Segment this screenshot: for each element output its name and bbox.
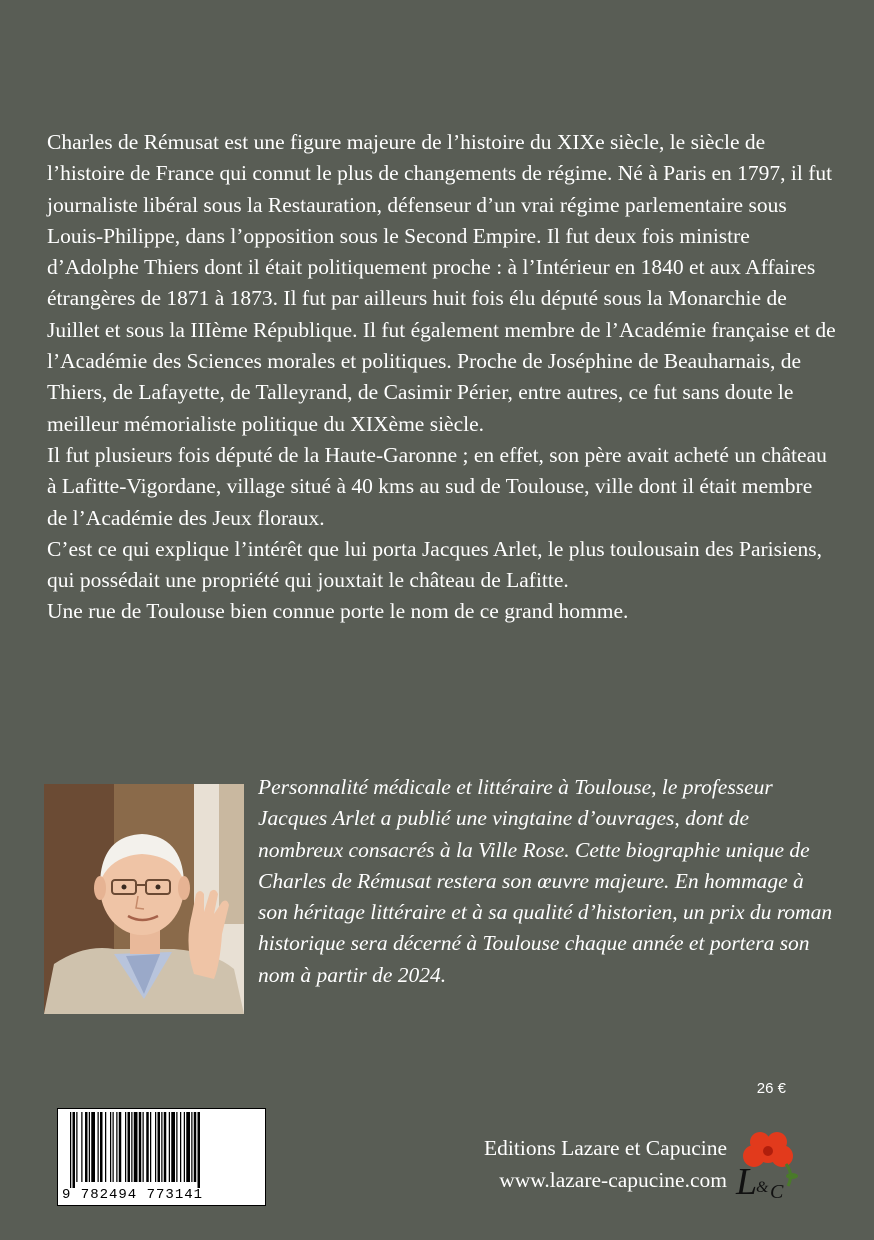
barcode-bar	[134, 1112, 138, 1182]
barcode-bar	[191, 1112, 192, 1182]
barcode-bar	[81, 1112, 82, 1182]
summary-paragraph: Une rue de Toulouse bien connue porte le nom de ce grand homme.	[47, 599, 629, 624]
barcode-bar	[176, 1112, 177, 1182]
barcode-bar	[171, 1112, 175, 1182]
barcode-bar	[155, 1112, 156, 1182]
barcode-bar	[184, 1112, 185, 1182]
isbn-barcode	[57, 1108, 266, 1206]
barcode-bar	[100, 1112, 103, 1182]
summary-text	[47, 127, 837, 628]
barcode-bar	[150, 1112, 151, 1182]
barcode-bar	[146, 1112, 149, 1182]
svg-text:L: L	[736, 1161, 758, 1203]
barcode-bar	[76, 1112, 77, 1182]
barcode-bar	[164, 1112, 167, 1182]
barcode-bar	[128, 1112, 131, 1182]
barcode-bar	[186, 1112, 190, 1182]
barcode-bar	[198, 1112, 201, 1188]
svg-text:C: C	[770, 1181, 784, 1203]
svg-text:&: &	[756, 1179, 769, 1196]
price-label: 26 €	[756, 1080, 786, 1097]
barcode-bar	[105, 1112, 106, 1182]
barcode-bar	[158, 1112, 161, 1182]
barcode-bar	[110, 1112, 111, 1182]
barcode-bar	[161, 1112, 162, 1182]
barcode-bar	[73, 1112, 76, 1188]
barcode-bar	[139, 1112, 142, 1182]
barcode-bar	[119, 1112, 122, 1182]
barcode-bar	[131, 1112, 132, 1182]
barcode-bar	[125, 1112, 126, 1182]
author-photo	[44, 784, 244, 1014]
barcode-bar	[98, 1112, 99, 1182]
barcode-bar	[169, 1112, 170, 1182]
publisher-name: Editions Lazare et Capucine	[484, 1136, 727, 1160]
barcode-bar	[91, 1112, 95, 1182]
barcode-bar	[143, 1112, 144, 1182]
summary-paragraph: Il fut plusieurs fois député de la Haute-Garonne ; en effet, son père avait acheté un château à Lafitte-Vigordane, village situé à 40 kms au sud de Toulouse, ville dont il était membre de l’Académie des Jeux floraux.	[47, 442, 827, 530]
barcode-bar	[194, 1112, 197, 1182]
publisher-logo	[728, 1128, 808, 1204]
publisher-block	[484, 1133, 727, 1196]
author-bio: Personnalité médicale et littéraire à Toulouse, le professeur Jacques Arlet a publié une vingtaine d’ouvrages, dont de nombreux consacrés à la Ville Rose. Cette biographie unique de Charles de Rémusat restera son œuvre majeure. En hommage à son héritage littéraire et à sa qualité d’historien, un prix du roman historique sera décerné à Toulouse chaque année et portera son nom à partir de 2024.	[258, 775, 833, 987]
barcode-bars	[62, 1112, 262, 1188]
isbn-number: 9 782494 773141	[62, 1187, 204, 1203]
barcode-bar	[70, 1112, 71, 1188]
barcode-bar	[89, 1112, 90, 1182]
barcode-bar	[116, 1112, 117, 1182]
barcode-bar	[113, 1112, 114, 1182]
summary-paragraph: Charles de Rémusat est une figure majeure de l’histoire du XIXe siècle, le siècle de l’histoire de France qui connut le plus de changements de régime. Né à Paris en 1797, il fut journaliste libéral sous la Restauration, défenseur d’un vrai régime parlementaire sous Louis-Philippe, dans l’opposition sous le Second Empire. Il fut deux fois ministre d’Adolphe Thiers dont il était politiquement proche : à l’Intérieur en 1840 et aux Affaires étrangères de 1871 à 1873. Il fut par ailleurs huit fois élu député sous la Monarchie de Juillet et sous la IIIème République. Il fut également membre de l’Académie française et de l’Académie des Sciences morales et politiques. Proche de Joséphine de Beauharnais, de Thiers, de Lafayette, de Talleyrand, de Casimir Périer, entre autres, ce fut sans doute le meilleur mémorialiste politique du XIXème siècle.	[47, 130, 836, 436]
publisher-website: www.lazare-capucine.com	[499, 1167, 727, 1192]
barcode-bar	[85, 1112, 88, 1182]
barcode-bar	[180, 1112, 181, 1182]
summary-paragraph: C’est ce qui explique l’intérêt que lui porta Jacques Arlet, le plus toulousain des Parisiens, qui possédait une propriété qui jouxtait le château de Lafitte.	[47, 536, 823, 593]
